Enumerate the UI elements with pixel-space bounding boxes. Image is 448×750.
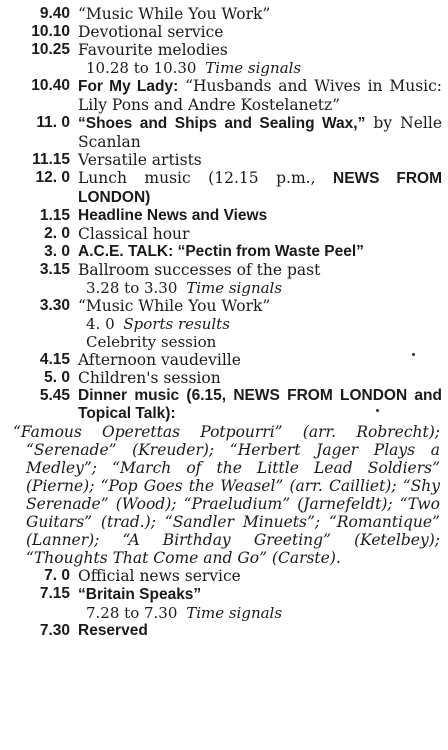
programme-time: 2. 0	[44, 225, 70, 242]
programme-time: 7.15	[39, 585, 70, 602]
programme-time: 7.30	[39, 622, 70, 639]
programme-text: “Husbands and Wives in Music: Lily Pons and Andre Kostelanetz”	[78, 77, 443, 114]
programme-entry	[0, 243, 448, 261]
programme-entry	[0, 5, 448, 23]
programme-entry	[0, 114, 448, 151]
sub-time: 10.28 to 10.30	[86, 59, 197, 77]
programme-description	[78, 41, 448, 77]
sub-time: 4. 0	[86, 315, 115, 333]
programme-title: Headline News and Views	[78, 207, 268, 224]
programme-entry	[0, 351, 448, 369]
programme-entry	[0, 622, 448, 640]
programme-time: 12. 0	[35, 169, 70, 186]
programme-entry	[0, 169, 448, 207]
programme-title: A.C.E. TALK: “Pectin from Waste Peel”	[78, 243, 364, 260]
dinner-music-list: “Famous Operettas Potpourri” (arr. Robrecht); “Serenade” (Kreuder); “Herbert Jager Plays a Medley”; “March of the Little Lead Soldiers” (Pierne); “Pop Goes the Weasel” (arr. Cailliet); “Shy Serenade” (Wood); “Praeludium” (Jarnefeldt); “Two Guitars” (trad.); “Sandler Minuets”; “Romantique” (Lanner); “A Birthday Greeting” (Ketelbey); “Thoughts That Come and Go” (Carste).	[13, 423, 440, 567]
programme-entry	[0, 567, 448, 585]
programme-time: 5.45	[39, 387, 70, 404]
programme-description	[78, 77, 448, 114]
programme-entry	[0, 23, 448, 41]
programme-time: 1.15	[39, 207, 70, 224]
programme-entry	[0, 297, 448, 351]
programme-time: 11. 0	[36, 114, 70, 131]
print-speck	[412, 353, 415, 356]
programme-time: 3. 0	[44, 243, 70, 260]
programme-entry	[0, 261, 448, 297]
programme-time: 9.40	[39, 5, 70, 22]
programme-title: Reserved	[78, 622, 148, 639]
time-signals-line	[78, 604, 442, 622]
programme-description: Devotional service	[78, 23, 224, 41]
sports-results-line	[78, 315, 442, 333]
programme-description	[78, 261, 448, 297]
programme-description: Children's session	[78, 369, 221, 387]
programme-description: Versatile artists	[78, 151, 202, 169]
programme-description	[78, 585, 448, 622]
sub-label: Time signals	[205, 59, 302, 77]
programme-text: “Music While You Work”	[78, 297, 271, 315]
programme-time: 3.15	[39, 261, 70, 278]
programme-text: by Nelle Scanlan	[78, 114, 442, 151]
programme-description	[78, 114, 448, 151]
sub-label: Time signals	[186, 604, 283, 622]
programme-entry	[0, 225, 448, 243]
programme-time: 11.15	[32, 151, 70, 168]
sub-label: Sports results	[123, 315, 230, 333]
print-speck	[376, 409, 379, 412]
programme-entry	[0, 41, 448, 77]
programme-time: 3.30	[39, 297, 70, 314]
programme-title: “Britain Speaks”	[78, 586, 202, 603]
programme-entry	[0, 151, 448, 169]
programme-text: Favourite melodies	[78, 41, 228, 59]
programme-description	[78, 169, 448, 207]
sub-label: Time signals	[186, 279, 283, 297]
programme-entry	[0, 77, 448, 114]
programme-text: Ballroom successes of the past	[78, 261, 321, 279]
programme-description: “Music While You Work”	[78, 5, 271, 23]
extra-programme: Celebrity session	[86, 333, 217, 351]
programme-description: Afternoon vaudeville	[78, 351, 241, 369]
programme-title: “Shoes and Ships and Sealing Wax,”	[78, 115, 366, 132]
programme-entry	[0, 585, 448, 622]
sub-time: 7.28 to 7.30	[86, 604, 178, 622]
programme-entry	[0, 369, 448, 387]
time-signals-line	[78, 59, 442, 77]
time-signals-line	[78, 279, 442, 297]
programme-title: Dinner music (6.15, NEWS FROM LONDON and Topical Talk):	[78, 387, 442, 422]
programme-time: 10.25	[31, 41, 70, 58]
programme-time: 4.15	[39, 351, 70, 368]
programme-time: 10.40	[31, 77, 70, 94]
programme-time: 7. 0	[44, 567, 70, 584]
sub-time: 3.28 to 3.30	[86, 279, 178, 297]
programme-time: 5. 0	[44, 369, 70, 386]
programme-description: Classical hour	[78, 225, 190, 243]
programme-time: 10.10	[31, 23, 70, 40]
programme-text: Lunch music (12.15 p.m.,	[78, 169, 333, 187]
programme-entry	[0, 207, 448, 225]
programme-title: NEWS FROM LONDON)	[78, 170, 443, 206]
programme-description	[78, 297, 448, 351]
programme-title: For My Lady:	[78, 78, 179, 95]
programme-description: Official news service	[78, 567, 241, 585]
programme-entry	[0, 387, 448, 423]
